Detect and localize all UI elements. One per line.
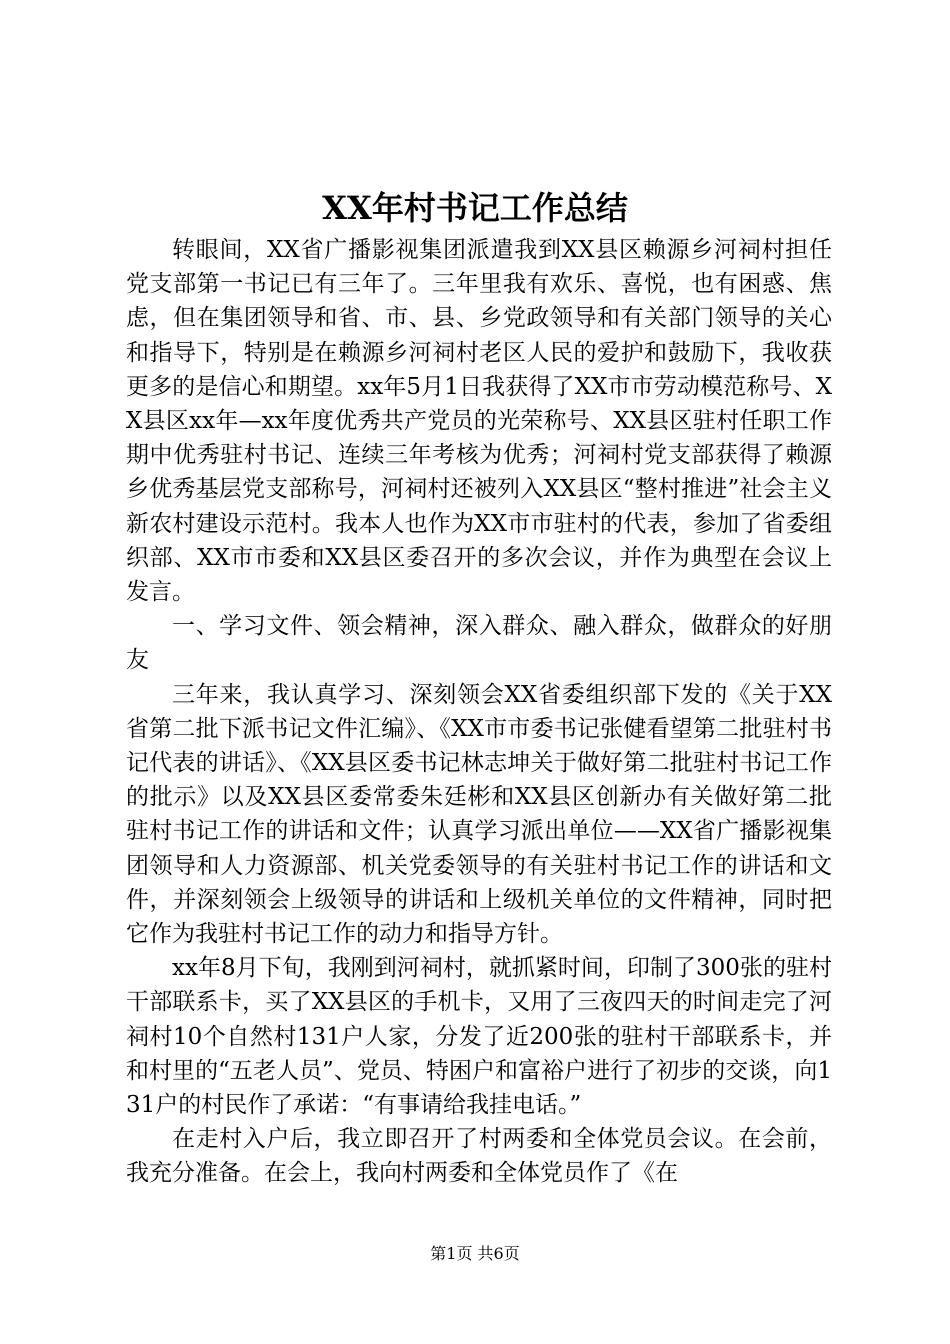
document-title: XX年村书记工作总结 [322, 189, 628, 227]
document-body [126, 233, 832, 1191]
section-heading: 一、学习文件、领会精神，深入群众、融入群众，做群众的好朋友 [126, 613, 832, 674]
paragraph: 转眼间，XX省广播影视集团派遣我到XX县区赖源乡河祠村担任党支部第一书记已有三年了。三年里我有欢乐、喜悦，也有困惑、焦虑，但在集团领导和省、市、县、乡党政领导和有关部门领导的关心和指导下，特别是在赖源乡河祠村老区人民的爱护和鼓励下，我收获更多的是信心和期望。xx年5月1日我获得了XX市市劳动模范称号、XX县区xx年—xx年度优秀共产党员的光荣称号、XX县区驻村任职工作期中优秀驻村书记、连续三年考核为优秀；河祠村党支部获得了赖源乡优秀基层党支部称号，河祠村还被列入XX县区“整村推进”社会主义新农村建设示范村。我本人也作为XX市市驻村的代表，参加了省委组织部、XX市市委和XX县区委召开的多次会议，并作为典型在会议上发言。 [126, 237, 832, 606]
paragraph: xx年8月下旬，我刚到河祠村，就抓紧时间，印制了300张的驻村干部联系卡，买了XX县区的手机卡，又用了三夜四天的时间走完了河祠村10个自然村131户人家，分发了近200张的驻村干部联系卡，并和村里的“五老人员”、党员、特困户和富裕户进行了初步的交谈，向131户的村民作了承诺：“有事请给我挂电话。” [126, 955, 832, 1119]
paragraph: 三年来，我认真学习、深刻领会XX省委组织部下发的《关于XX省第二批下派书记文件汇编》、《XX市市委书记张健看望第二批驻村书记代表的讲话》、《XX县区委书记林志坤关于做好第二批驻村书记工作的批示》以及XX县区委常委朱廷彬和XX县区创新办有关做好第二批驻村书记工作的讲话和文件；认真学习派出单位——XX省广播影视集团领导和人力资源部、机关党委领导的有关驻村书记工作的讲话和文件，并深刻领会上级领导的讲话和上级机关单位的文件精神，同时把它作为我驻村书记工作的动力和指导方针。 [126, 681, 832, 948]
paragraph: 在走村入户后，我立即召开了村两委和全体党员会议。在会前，我充分准备。在会上，我向村两委和全体党员作了《在 [126, 1126, 832, 1187]
page-number-footer: 第1页 共6页 [430, 1244, 520, 1263]
